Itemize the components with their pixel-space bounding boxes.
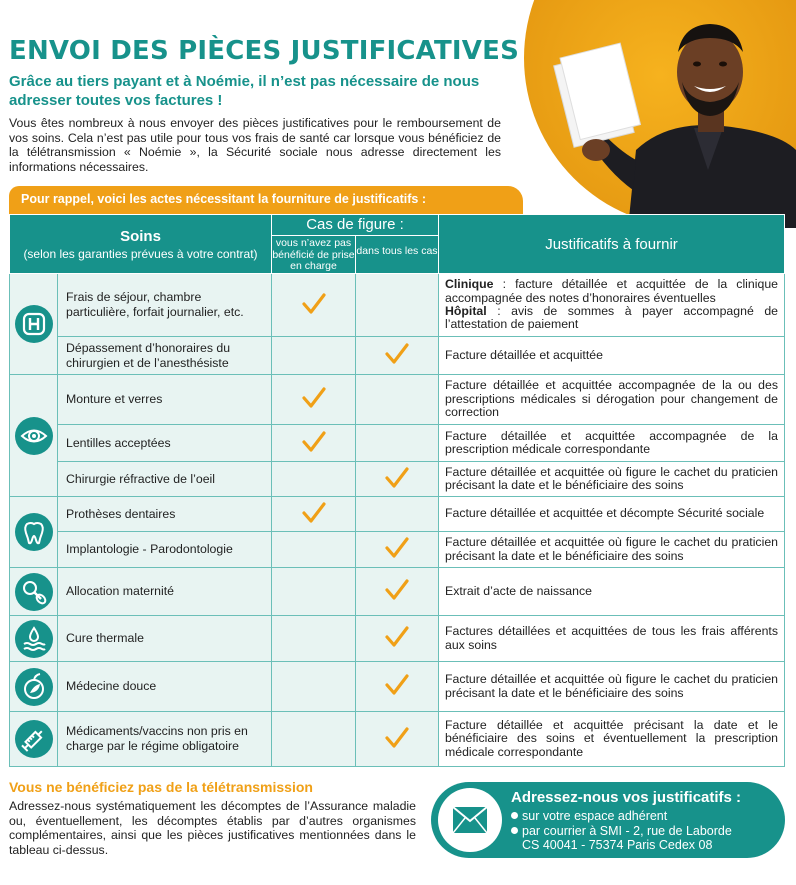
soin-label: Dépassement d’honoraires du chirurgien et de l’anesthésiste bbox=[58, 337, 272, 375]
address-box bbox=[431, 782, 785, 858]
justificatif-text: Clinique : facture détaillée et acquittée de la clinique accompagnée des notes d’honoraires éventuelles Hôpital : avis de sommes à payer accompagné de l’attestation de paiement bbox=[439, 274, 785, 337]
thermal-water-icon bbox=[15, 620, 53, 658]
soin-label: Médecine douce bbox=[58, 662, 272, 712]
leaf-icon bbox=[15, 668, 53, 706]
address-line-espace: sur votre espace adhérent bbox=[511, 809, 667, 823]
justificatif-clinique-label: Clinique bbox=[445, 277, 494, 292]
envelope-icon bbox=[438, 788, 502, 852]
checkmark-icon bbox=[300, 292, 328, 316]
page-title: ENVOI DES PIÈCES JUSTIFICATIVES bbox=[9, 36, 520, 66]
table-row bbox=[10, 274, 785, 337]
table-row bbox=[10, 616, 785, 662]
page-subtitle: Grâce au tiers payant et à Noémie, il n’est pas nécessaire de nous adresser toutes vos factures ! bbox=[9, 73, 480, 109]
baby-pacifier-icon bbox=[15, 573, 53, 611]
checkmark-icon bbox=[383, 726, 411, 750]
justificatif-text: Facture détaillée et acquittée accompagnée de la ou des prescriptions médicales si dérogation pour changement de correction bbox=[439, 375, 785, 425]
header-cas-all-cases: dans tous les cas bbox=[356, 236, 439, 274]
soin-label: Monture et verres bbox=[58, 375, 272, 425]
table-row bbox=[10, 712, 785, 767]
header-justificatifs: Justificatifs à fournir bbox=[439, 215, 785, 274]
eye-icon bbox=[15, 417, 53, 455]
address-line-courrier: par courrier à SMI - 2, rue de Laborde bbox=[511, 824, 732, 838]
justificatif-hopital-label: Hôpital bbox=[445, 304, 487, 318]
justificatif-text: Factures détaillées et acquittées de tous les frais afférents aux soins bbox=[439, 616, 785, 662]
justificatif-text: Facture détaillée et acquittée bbox=[439, 337, 785, 375]
soin-label: Cure thermale bbox=[58, 616, 272, 662]
intro-paragraph: Vous êtes nombreux à nous envoyer des pièces justificatives pour le remboursement de vos soins. Cela n’est pas utile pour tous vos frais de santé car lorsque vous bénéficiez de la télétransmission « Noémie », la Sécurité sociale nous adresse directement les informations nécessaires. bbox=[9, 116, 501, 174]
checkmark-icon bbox=[383, 625, 411, 649]
checkmark-icon bbox=[383, 673, 411, 697]
checkmark-icon bbox=[300, 430, 328, 454]
table-row bbox=[10, 497, 785, 532]
soin-label: Implantologie - Parodontologie bbox=[58, 532, 272, 568]
checkmark-icon bbox=[383, 342, 411, 366]
checkmark-icon bbox=[383, 466, 411, 490]
address-line-cedex: CS 40041 - 75374 Paris Cedex 08 bbox=[522, 838, 713, 852]
checkmark-icon bbox=[300, 386, 328, 410]
soin-label: Allocation maternité bbox=[58, 568, 272, 616]
table-row bbox=[10, 462, 785, 497]
justificatif-text: Facture détaillée et acquittée où figure le cachet du praticien précisant la date et le bénéficiaire des soins bbox=[439, 532, 785, 568]
justificatif-text: Facture détaillée et acquittée et décompte Sécurité sociale bbox=[439, 497, 785, 532]
man-holding-papers-illustration bbox=[518, 0, 796, 228]
table-row bbox=[10, 532, 785, 568]
hospital-icon bbox=[15, 305, 53, 343]
hero-photo bbox=[518, 0, 796, 228]
header-cas-de-figure: Cas de figure : bbox=[272, 215, 439, 236]
justificatif-text: Facture détaillée et acquittée où figure le cachet du praticien précisant la date et le bénéficiaire des soins bbox=[439, 462, 785, 497]
header-soins bbox=[10, 215, 272, 274]
header-soins-title: Soins bbox=[120, 227, 161, 245]
table-row bbox=[10, 568, 785, 616]
justificatif-text: Extrait d’acte de naissance bbox=[439, 568, 785, 616]
checkmark-icon bbox=[383, 536, 411, 560]
justificatif-text: Facture détaillée et acquittée précisant la date et le bénéficiaire des soins et éventuellement la prescription médicale correspondante bbox=[439, 712, 785, 767]
soin-label: Prothèses dentaires bbox=[58, 497, 272, 532]
bullet-icon bbox=[511, 827, 518, 834]
checkmark-icon bbox=[383, 578, 411, 602]
justificatifs-table bbox=[9, 214, 785, 767]
soin-label: Médicaments/vaccins non pris en charge par le régime obligatoire bbox=[58, 712, 272, 767]
soin-label: Lentilles acceptées bbox=[58, 425, 272, 462]
header-soins-subtitle: (selon les garanties prévues à votre contrat) bbox=[23, 246, 258, 261]
table-row bbox=[10, 662, 785, 712]
justificatif-text: Facture détaillée et acquittée accompagnée de la prescription médicale correspondante bbox=[439, 425, 785, 462]
table-row bbox=[10, 337, 785, 375]
table-row bbox=[10, 425, 785, 462]
teletransmission-body: Adressez-nous systématiquement les décomptes de l’Assurance maladie ou, éventuellement, les décomptes établis par d’autres organismes complémentaires, ainsi que les pièces justificatives mentionnées dans le tableau ci-dessus. bbox=[9, 799, 416, 857]
teletransmission-title: Vous ne bénéficiez pas de la télétransmission bbox=[9, 779, 313, 795]
justificatif-text: Facture détaillée et acquittée où figure le cachet du praticien précisant la date et le bénéficiaire des soins bbox=[439, 662, 785, 712]
tooth-icon bbox=[15, 513, 53, 551]
reminder-banner: Pour rappel, voici les actes nécessitant la fourniture de justificatifs : bbox=[9, 186, 523, 216]
soin-label: Chirurgie réfractive de l’oeil bbox=[58, 462, 272, 497]
syringe-icon bbox=[15, 720, 53, 758]
checkmark-icon bbox=[300, 501, 328, 525]
soin-label: Frais de séjour, chambre particulière, forfait journalier, etc. bbox=[58, 274, 272, 337]
header-cas-no-coverage: vous n’avez pas bénéficié de prise en charge bbox=[272, 237, 355, 272]
bullet-icon bbox=[511, 812, 518, 819]
table-row bbox=[10, 375, 785, 425]
address-title: Adressez-nous vos justificatifs : bbox=[511, 789, 742, 806]
